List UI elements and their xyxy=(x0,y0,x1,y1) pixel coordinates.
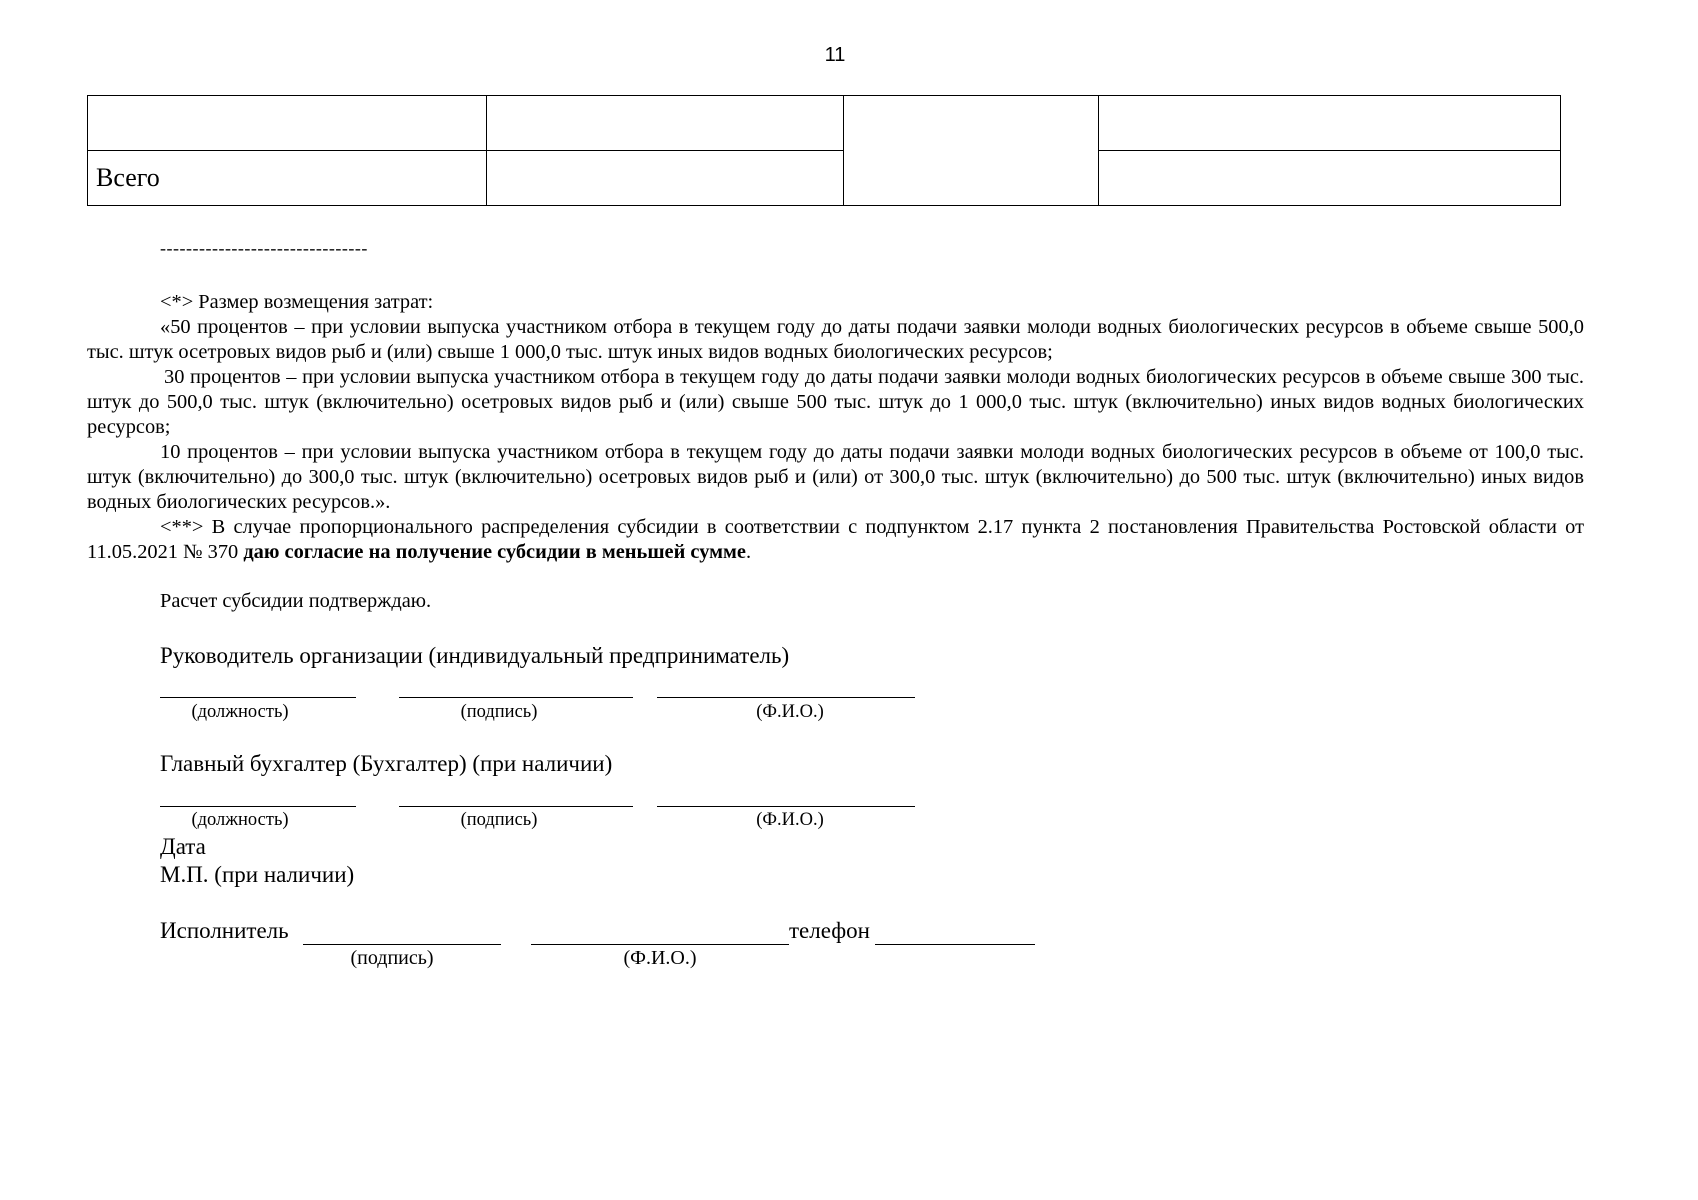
table-cell xyxy=(1099,151,1561,206)
head-signature-title: Руководитель организации (индивидуальный предприниматель) xyxy=(160,643,790,668)
summary-table xyxy=(87,95,1561,206)
head-signature-line xyxy=(399,697,633,698)
accountant-position-line xyxy=(160,806,356,807)
confirm-text: Расчет субсидии подтверждаю. xyxy=(160,590,432,612)
head-signature-caption: (подпись) xyxy=(460,702,538,722)
executor-name-caption: (Ф.И.О.) xyxy=(623,947,697,969)
note-1-paragraph-1: «50 процентов – при условии выпуска участником отбора в текущем году до даты подачи заявки молоди водных биологических ресурсов в объеме свыше 500,0 тыс. штук осетровых видов рыб и (или) свыше 1 000,0 тыс. штук иных видов водных биологических ресурсов; xyxy=(87,316,1584,363)
table-cell xyxy=(1099,96,1561,151)
stamp-label: М.П. (при наличии) xyxy=(160,862,355,887)
table-cell xyxy=(487,96,844,151)
head-position-caption: (должность) xyxy=(191,702,289,722)
accountant-name-caption: (Ф.И.О.) xyxy=(756,810,824,830)
total-label-cell xyxy=(88,151,487,206)
table-row xyxy=(88,96,1561,151)
footnote-separator: -------------------------------- xyxy=(160,238,368,258)
head-position-line xyxy=(160,697,356,698)
phone-line xyxy=(875,944,1035,945)
date-label: Дата xyxy=(160,834,206,859)
total-label: Всего xyxy=(96,163,160,192)
executor-label: Исполнитель xyxy=(160,918,289,943)
head-name-line xyxy=(657,697,915,698)
executor-signature-line xyxy=(303,944,501,945)
note-1-paragraph-3: 10 процентов – при условии выпуска участником отбора в текущем году до даты подачи заявки молоди водных биологических ресурсов в объеме от 100,0 тыс. штук (включительно) до 300,0 тыс. штук (включительно) осетровых видов рыб и (или) от 300,0 тыс. штук (включительно) до 500 тыс. штук (включительно) иных видов водных биологических ресурсов.». xyxy=(87,441,1584,513)
note-1-paragraph-2: 30 процентов – при условии выпуска участником отбора в текущем году до даты подачи заявки молоди водных биологических ресурсов в объеме свыше 300 тыс. штук до 500,0 тыс. штук (включительно) осетровых видов рыб и (или) свыше 500 тыс. штук до 1 000,0 тыс. штук (включительно) иных видов водных биологических ресурсов; xyxy=(87,366,1584,438)
head-name-caption: (Ф.И.О.) xyxy=(756,702,824,722)
accountant-signature-line xyxy=(399,806,633,807)
footnotes xyxy=(87,290,1584,565)
table-row xyxy=(88,151,1561,206)
executor-signature-caption: (подпись) xyxy=(350,947,434,969)
phone-label: телефон xyxy=(789,918,870,943)
accountant-position-caption: (должность) xyxy=(191,810,289,830)
accountant-signature-title: Главный бухгалтер (Бухгалтер) (при наличии) xyxy=(160,751,613,776)
note-2-bold: даю согласие на получение субсидии в меньшей сумме xyxy=(243,541,746,563)
note-2-text: <**> В случае пропорционального распределения субсидии в соответствии с подпунктом 2.17 пункта 2 постановления Правительства Ростовской области от 11.05.2021 № 370 xyxy=(87,516,1584,563)
accountant-signature-caption: (подпись) xyxy=(460,810,538,830)
note-2-end: . xyxy=(745,541,752,563)
note-2 xyxy=(87,515,1584,565)
table-cell xyxy=(88,96,487,151)
table-cell xyxy=(844,96,1099,206)
note-1-title: <*> Размер возмещения затрат: xyxy=(160,291,434,313)
page-number: 11 xyxy=(824,44,846,66)
table-cell xyxy=(487,151,844,206)
executor-name-line xyxy=(531,944,789,945)
accountant-name-line xyxy=(657,806,915,807)
